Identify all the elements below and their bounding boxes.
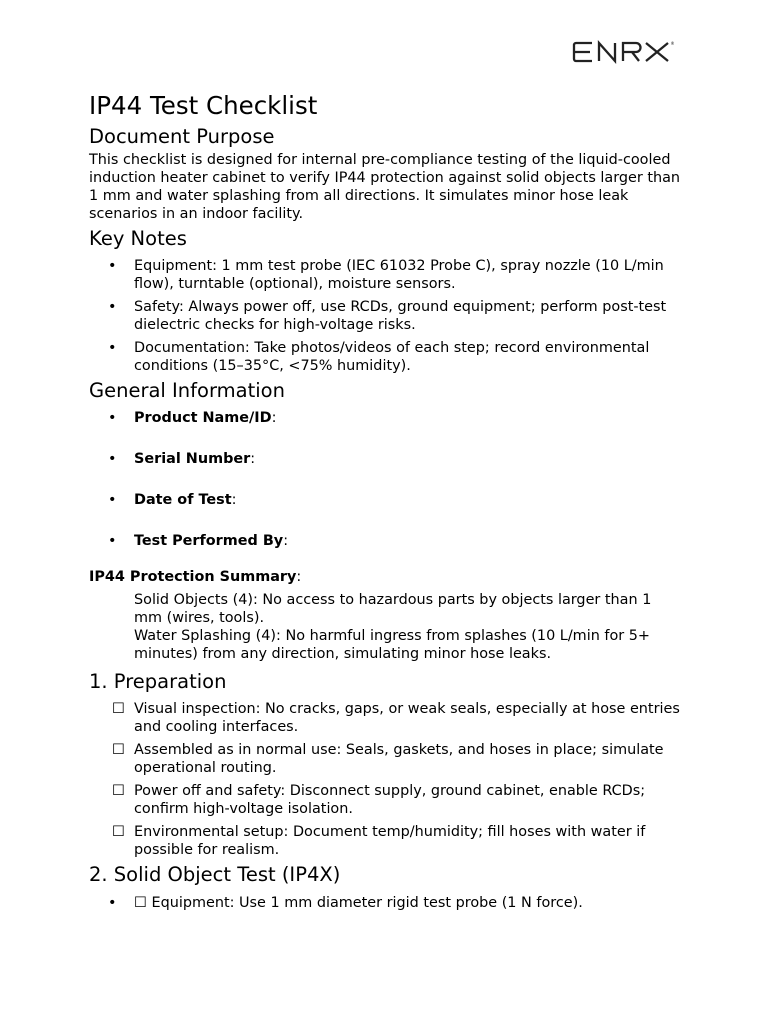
checkbox-icon[interactable]: ☐: [112, 783, 125, 799]
field-serial-number: • Serial Number:: [89, 450, 681, 468]
checklist-item: ☐ Power off and safety: Disconnect supply, ground cabinet, enable RCDs; confirm high-voltage isolation.: [112, 783, 646, 817]
field-label: Date of Test: [134, 492, 232, 508]
section-heading-preparation: 1. Preparation: [89, 670, 227, 693]
key-notes-list: [89, 257, 681, 375]
field-product-name: • Product Name/ID:: [89, 409, 681, 427]
field-label: Serial Number: [134, 451, 251, 467]
checklist-item: ☐ Environmental setup: Document temp/humidity; fill hoses with water if possible for realism.: [112, 824, 646, 858]
list-item: • ☐ Equipment: Use 1 mm diameter rigid test probe (1 N force).: [89, 894, 681, 912]
field-label: Test Performed By: [134, 533, 284, 549]
section-heading-general: General Information: [89, 379, 285, 402]
preparation-checklist: [89, 700, 681, 859]
checklist-item: ☐ Visual inspection: No cracks, gaps, or weak seals, especially at hose entries and cooling interfaces.: [112, 701, 680, 735]
section-heading-solid-object-test: 2. Solid Object Test (IP4X): [89, 863, 341, 886]
checkbox-icon[interactable]: ☐: [112, 824, 125, 840]
checkbox-icon[interactable]: ☐: [112, 701, 125, 717]
list-item: • Equipment: 1 mm test probe (IEC 61032 Probe C), spray nozzle (10 L/min flow), turntable (optional), moisture sensors.: [89, 257, 681, 293]
field-label: Product Name/ID: [134, 410, 272, 426]
list-item: • Safety: Always power off, use RCDs, ground equipment; perform post-test dielectric checks for high-voltage risks.: [89, 298, 681, 334]
list-item: • Documentation: Take photos/videos of each step; record environmental conditions (15–35°C, <75% humidity).: [89, 339, 681, 375]
solid-test-list: [89, 894, 681, 912]
purpose-text: This checklist is designed for internal pre-compliance testing of the liquid-cooled induction heater cabinet to verify IP44 protection against solid objects larger than 1 mm and water splashing from all directions. It simulates minor hose leak scenarios in an indoor facility.: [89, 152, 681, 222]
protection-summary-body: [89, 591, 681, 663]
protection-summary-label: IP44 Protection Summary:: [89, 569, 302, 585]
page-title: IP44 Test Checklist: [89, 91, 318, 120]
svg-text:®: ®: [670, 41, 675, 46]
field-test-performed-by: • Test Performed By:: [89, 532, 681, 550]
field-date-of-test: • Date of Test:: [89, 491, 681, 509]
summary-water: Water Splashing (4): No harmful ingress from splashes (10 L/min for 5+ minutes) from any direction, simulating minor hose leaks.: [134, 628, 650, 662]
checklist-item: ☐ Assembled as in normal use: Seals, gaskets, and hoses in place; simulate operational routing.: [112, 742, 664, 776]
enrx-logo: [572, 40, 676, 64]
general-info-list: [89, 409, 681, 550]
checkbox-icon[interactable]: ☐: [112, 742, 125, 758]
section-heading-key-notes: Key Notes: [89, 227, 187, 250]
document-page: [89, 90, 681, 912]
section-heading-purpose: Document Purpose: [89, 125, 275, 148]
summary-solid: Solid Objects (4): No access to hazardous parts by objects larger than 1 mm (wires, tools).: [134, 592, 652, 626]
